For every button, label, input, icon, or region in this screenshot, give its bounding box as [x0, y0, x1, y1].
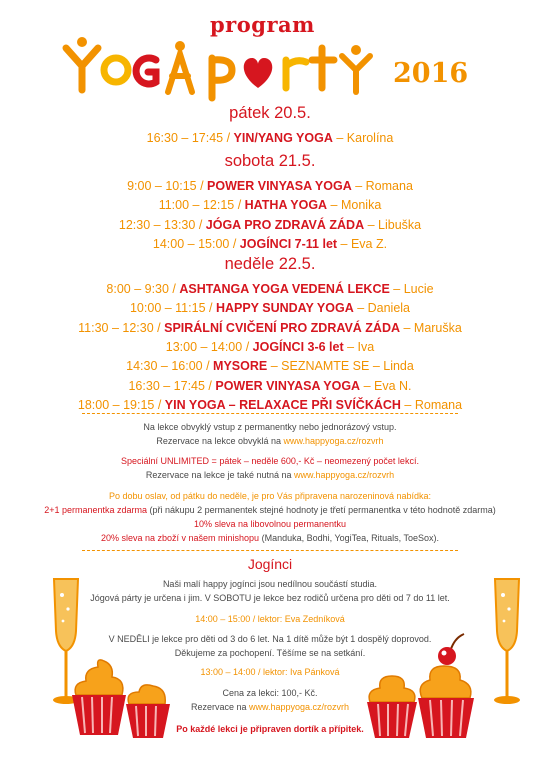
cupcake-cherry-icon	[414, 632, 478, 740]
champagne-glass-right-icon	[489, 575, 525, 710]
header	[0, 0, 540, 100]
session-row	[0, 320, 540, 336]
separator: /	[168, 282, 180, 296]
session-time: 18:00 – 19:15	[77, 397, 155, 412]
session-class: HAPPY SUNDAY YOGA	[215, 301, 354, 316]
separator: /	[234, 198, 245, 213]
separator: –	[327, 198, 341, 213]
session-class: POWER VINYASA YOGA	[207, 179, 352, 193]
session-class: HATHA YOGA	[244, 198, 328, 213]
letter-t-icon	[312, 48, 334, 88]
letter-r-icon	[286, 60, 306, 88]
joginci-p3: V NEDĚLI je lekce pro děti od 3 do 6 let. Na 1 dítě může být 1 dospělý doprovod.	[108, 634, 432, 644]
info-entry: Na lekce obvyklý vstup z permanentky nebo jednorázový vstup.	[143, 422, 397, 432]
session-class: ASHTANGA YOGA VEDENÁ LEKCE	[179, 282, 390, 296]
separator: –	[353, 301, 368, 316]
joginci-reservation-text: Rezervace na	[190, 702, 247, 712]
separator: /	[195, 217, 206, 232]
session-class: YIN/YANG YOGA	[233, 131, 333, 145]
session-time: 14:00 – 15:00	[152, 236, 230, 251]
session-class: SPIRÁLNÍ CVIČENÍ PRO ZDRAVÁ ZÁDA	[164, 320, 400, 335]
offer-1-highlight: 2+1 permanentka zdarma	[44, 505, 148, 515]
cupcake-right-icon	[364, 670, 420, 740]
separator: –	[400, 320, 414, 335]
separator: –	[360, 378, 374, 393]
year-label: 2016	[393, 58, 469, 89]
letter-y-figure-icon	[66, 48, 98, 90]
session-time: 9:00 – 10:15	[127, 179, 197, 193]
letter-y2-figure-icon	[342, 56, 370, 92]
info-offer-1	[0, 504, 540, 517]
info-reservation-text: Rezervace na lekce obvyklá na	[156, 436, 281, 446]
separator: –	[267, 359, 282, 374]
heart-icon	[244, 58, 273, 88]
session-row	[0, 300, 540, 316]
session-instructor: Romana	[414, 397, 463, 412]
session-instructor: Eva N.	[374, 378, 412, 393]
joginci-lektor-1: 14:00 – 15:00 / lektor: Eva Zedníková	[195, 614, 345, 624]
cupcake-left-icon	[68, 655, 130, 737]
session-time: 11:00 – 12:15	[158, 198, 235, 213]
session-class: MYSORE	[213, 359, 268, 374]
session-row	[0, 178, 540, 194]
joginci-p4: Děkujeme za pochopení. Těšíme se na setkání.	[174, 648, 366, 658]
session-time: 16:30 – 17:45	[128, 378, 205, 393]
info-reservation	[0, 435, 540, 448]
info-reservation-2	[0, 469, 540, 482]
session-time: 14:30 – 16:00	[126, 359, 203, 374]
joginci-footer: Po každé lekci je připraven dortík a přípitek.	[176, 724, 364, 734]
session-instructor: Karolína	[346, 131, 394, 145]
session-class: POWER VINYASA YOGA	[215, 378, 361, 393]
session-time: 10:00 – 11:15	[129, 301, 206, 316]
separator: /	[202, 359, 214, 374]
offer-3-highlight: 20% sleva na zboží v našem minishopu	[100, 533, 260, 543]
session-class: YIN YOGA – RELAXACE PŘI SVÍČKÁCH	[164, 397, 401, 412]
session-row	[0, 358, 540, 374]
joginci-title: Jogínci	[247, 556, 293, 572]
separator: /	[154, 397, 165, 412]
joginci-reservation-link[interactable]: www.happyoga.cz/rozvrh	[249, 702, 350, 712]
session-class: JOGÍNCI 3-6 let	[252, 339, 344, 354]
session-instructor: Romana	[365, 179, 413, 193]
session-row	[0, 130, 540, 146]
day-title: neděle 22.5.	[224, 255, 316, 273]
session-row	[0, 197, 540, 213]
session-time: 12:30 – 13:30	[118, 217, 196, 232]
separator: /	[205, 301, 216, 316]
separator: –	[351, 179, 366, 193]
joginci-p2: Jógová párty je určena i jim. V SOBOTU je lekce bez rodičů určena pro děti od 7 do 11 let.	[90, 593, 450, 603]
separator: –	[389, 282, 404, 296]
session-row	[0, 217, 540, 233]
letter-a-figure-icon	[168, 54, 192, 92]
info-offer-3	[0, 532, 540, 545]
separator: /	[153, 320, 165, 335]
info-reservation-2-text: Rezervace na lekce je také nutná na	[145, 470, 292, 480]
separator: –	[364, 217, 379, 232]
session-class: JOGÍNCI 7-11 let	[239, 236, 338, 251]
letter-o-icon	[104, 58, 128, 82]
letter-p-icon	[212, 58, 232, 98]
session-instructor: Daniela	[367, 301, 411, 316]
divider-top	[82, 413, 458, 414]
separator: /	[242, 339, 253, 354]
session-instructor: SEZNAMTE SE – Linda	[281, 359, 414, 374]
session-instructor: Libuška	[378, 217, 422, 232]
session-instructor: Maruška	[413, 320, 462, 335]
reservation-link-2[interactable]: www.happyoga.cz/rozvrh	[294, 470, 395, 480]
separator: /	[229, 236, 240, 251]
session-row	[0, 378, 540, 394]
separator: /	[223, 131, 234, 145]
separator: –	[332, 131, 347, 145]
day-title: sobota 21.5.	[224, 152, 316, 170]
offer-1-rest: (při nákupu 2 permanentek stejné hodnoty je třetí permanentka v této hodnotě zdarma)	[149, 505, 496, 515]
program-title: program	[210, 12, 315, 37]
info-offer-2: 10% sleva na libovolnou permanentku	[193, 519, 347, 529]
divider-bottom	[82, 550, 458, 551]
info-birthday-offer: Po dobu oslav, od pátku do neděle, je pro Vás připravena narozeninová nabídka:	[108, 491, 432, 501]
session-time: 11:30 – 12:30	[78, 320, 154, 335]
session-class: JÓGA PRO ZDRAVÁ ZÁDA	[205, 217, 365, 232]
session-instructor: Eva Z.	[350, 236, 388, 251]
session-row	[0, 281, 540, 297]
session-instructor: Iva	[357, 339, 375, 354]
session-time: 8:00 – 9:30	[106, 282, 169, 296]
session-row	[0, 236, 540, 252]
joginci-lektor-2: 13:00 – 14:00 / lektor: Iva Pánková	[200, 667, 340, 677]
day-title: pátek 20.5.	[229, 104, 311, 122]
joginci-p1: Naši malí happy jogínci jsou nedílnou součástí studia.	[162, 579, 378, 589]
separator: /	[196, 179, 208, 193]
offer-3-rest: (Manduka, Bodhi, YogiTea, Rituals, ToeSox).	[261, 533, 440, 543]
info-unlimited: Speciální UNLIMITED = pátek – neděle 600,- Kč – neomezený počet lekcí.	[121, 456, 419, 466]
session-row	[0, 339, 540, 355]
session-instructor: Lucie	[403, 282, 434, 296]
separator: /	[204, 378, 216, 393]
separator: –	[337, 236, 351, 251]
letter-g-icon	[136, 58, 156, 84]
session-time: 13:00 – 14:00	[165, 339, 243, 354]
separator: –	[343, 339, 358, 354]
session-row	[0, 397, 540, 413]
session-time: 16:30 – 17:45	[146, 131, 224, 145]
joginci-price: Cena za lekci: 100,- Kč.	[222, 688, 318, 698]
separator: –	[400, 397, 415, 412]
session-instructor: Monika	[340, 198, 382, 213]
reservation-link[interactable]: www.happyoga.cz/rozvrh	[283, 436, 384, 446]
cupcake-small-left-icon	[123, 682, 173, 740]
